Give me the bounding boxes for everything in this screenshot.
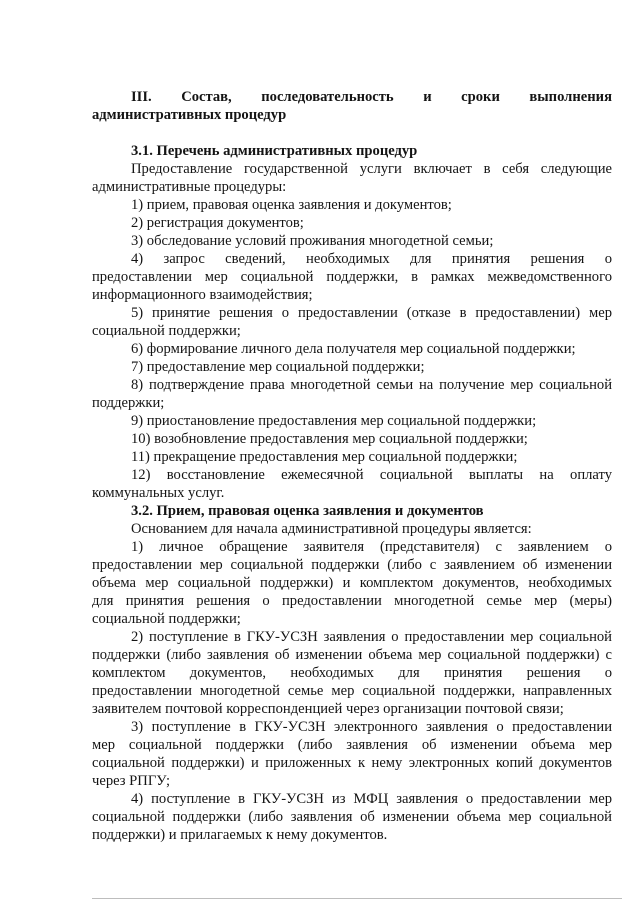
heading-word: сроки [461,89,500,105]
scan-edge-line [92,898,622,899]
list-item: 8) подтверждение права многодетной семьи на получение мер социальной [131,377,612,393]
section-3-1 [92,142,612,502]
paragraph-line: социальной поддержки (либо заявления об изменении объема мер социальной [92,809,612,825]
list-item: 11) прекращение предоставления мер социальной поддержки; [131,449,518,465]
paragraph-line: поддержки (либо заявления об изменении объема мер социальной поддержки) с [92,647,612,663]
list-item-continued: коммунальных услуг. [92,485,225,501]
paragraph-line: Основанием для начала административной процедуры является: [131,521,532,537]
list-item: 1) прием, правовая оценка заявления и документов; [131,197,452,213]
list-item: 6) формирование личного дела получателя мер социальной поддержки; [131,341,576,357]
list-item-continued: информационного взаимодействия; [92,287,313,303]
paragraph-line: заявителем почтовой корреспонденцией через организации почтовой связи; [92,701,564,717]
paragraph-line: через РПГУ; [92,773,171,789]
paragraph-line: социальной поддержки) и приложенных к нему электронных копий документов [92,755,612,771]
paragraph-line: комплектом документов, необходимых для принятия решения о [92,665,612,681]
paragraph-line: объема мер социальной поддержки) и комплектом документов, необходимых [92,575,612,591]
paragraph-line: 2) поступление в ГКУ-УСЗН заявления о предоставлении мер социальной [131,629,612,645]
paragraph-line: поддержки) и прилагаемых к нему документов. [92,827,388,843]
paragraph-line: мер социальной поддержки (либо заявления об изменении объема мер [92,737,612,753]
list-item-continued: социальной поддержки; [92,323,241,339]
paragraph-line: административные процедуры: [92,179,287,195]
heading-word: III. [131,89,152,105]
paragraph-line: Предоставление государственной услуги включает в себя следующие [131,161,612,177]
section-title: 3.1. Перечень административных процедур [131,143,418,159]
list-item: 7) предоставление мер социальной поддержки; [131,359,425,375]
paragraph-line: 4) поступление в ГКУ-УСЗН из МФЦ заявления о предоставлении мер [131,791,612,807]
list-item-continued: поддержки; [92,395,165,411]
paragraph-line: 3) поступление в ГКУ-УСЗН электронного заявления о предоставлении [131,719,612,735]
heading-word: и [423,89,432,105]
chapter-heading [92,88,612,124]
list-item: 4) запрос сведений, необходимых для принятия решения о [131,251,612,267]
paragraph-line: предоставлении мер социальной поддержки (либо с заявлением об изменении [92,557,612,573]
list-item: 10) возобновление предоставления мер социальной поддержки; [131,431,528,447]
chapter-heading-line1 [92,88,612,106]
paragraph-line: для принятия решения о предоставлении многодетной семье мер (меры) [92,593,612,609]
heading-word: выполнения [529,89,612,105]
paragraph-line: предоставлении многодетной семье мер социальной поддержки, направленных [92,683,612,699]
list-item: 3) обследование условий проживания многодетной семьи; [131,233,494,249]
list-item-continued: предоставлении мер социальной поддержки, в рамках межведомственного [92,269,612,285]
heading-word: Состав, [181,89,232,105]
list-item: 2) регистрация документов; [131,215,304,231]
list-item: 5) принятие решения о предоставлении (отказе в предоставлении) мер [131,305,612,321]
heading-word: последовательность [261,89,394,105]
chapter-heading-line2: административных процедур [92,107,287,123]
section-title: 3.2. Прием, правовая оценка заявления и документов [131,503,484,519]
list-item: 9) приостановление предоставления мер социальной поддержки; [131,413,537,429]
paragraph-line: 1) личное обращение заявителя (представителя) с заявлением о [131,539,612,555]
paragraph-line: социальной поддержки; [92,611,241,627]
section-3-2 [92,502,612,844]
list-item: 12) восстановление ежемесячной социальной выплаты на оплату [131,467,612,483]
